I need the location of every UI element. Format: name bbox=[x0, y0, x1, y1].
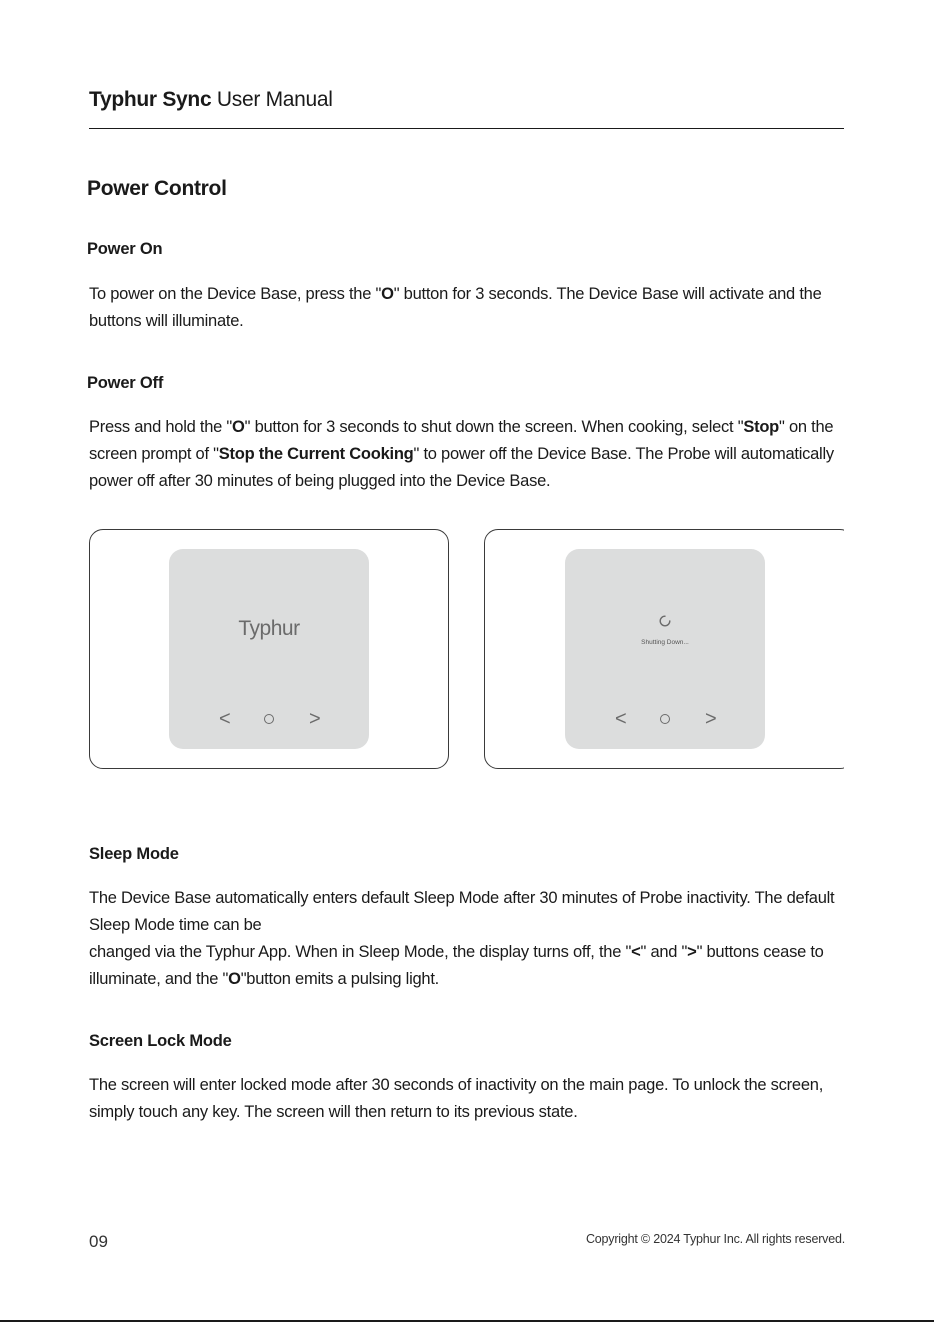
power-button-icon bbox=[660, 714, 670, 724]
header-divider bbox=[89, 128, 844, 129]
device-illustration-shutdown bbox=[484, 529, 854, 769]
document-header bbox=[89, 88, 333, 112]
device-illustration-on bbox=[89, 529, 449, 769]
shutting-down-label: Shutting Down... bbox=[641, 639, 689, 646]
text-run: To power on the Device Base, press the " bbox=[89, 285, 382, 303]
copyright-notice: Copyright © 2024 Typhur Inc. All rights reserved. bbox=[585, 1232, 845, 1246]
next-button-icon: > bbox=[705, 708, 717, 730]
text-run: " and " bbox=[640, 943, 688, 961]
bold-run: O bbox=[381, 285, 394, 303]
bold-run: Stop the Current Cooking bbox=[218, 445, 414, 463]
page-margin-mask bbox=[844, 520, 934, 780]
bold-run: Stop bbox=[743, 418, 779, 436]
device-screen bbox=[565, 549, 765, 749]
typhur-logo: Typhur bbox=[238, 617, 300, 640]
screen-lock-paragraph: The screen will enter locked mode after 30 seconds of inactivity on the main page. To unlock the screen, simply touch any key. The screen will then return to its previous state. bbox=[89, 1076, 824, 1121]
text-run: " to power off the Device Base. The Probe will automatically power off after 30 minutes of being plugged into the Device Base. bbox=[89, 445, 834, 490]
bold-run: O bbox=[228, 970, 241, 988]
loading-spinner-icon bbox=[659, 615, 671, 627]
prev-button-icon: < bbox=[219, 708, 231, 730]
sleep-mode-paragraph bbox=[89, 885, 849, 993]
bold-run: < bbox=[631, 943, 641, 961]
next-button-icon: > bbox=[309, 708, 321, 730]
text-run: "button emits a pulsing light. bbox=[240, 970, 440, 988]
power-on-heading: Power On bbox=[87, 240, 163, 258]
text-run: " button for 3 seconds. The Device Base will activate and the buttons will illuminate. bbox=[89, 285, 822, 330]
text-run: " on the screen prompt of " bbox=[89, 418, 834, 463]
brand-name: Typhur Sync bbox=[89, 88, 212, 111]
sleep-mode-line-2 bbox=[89, 939, 849, 993]
text-run: " button for 3 seconds to shut down the screen. When cooking, select " bbox=[244, 418, 744, 436]
sleep-mode-heading: Sleep Mode bbox=[89, 845, 179, 863]
page-bottom-edge bbox=[0, 1320, 934, 1322]
text-run: changed via the Typhur App. When in Sleep Mode, the display turns off, the " bbox=[89, 943, 632, 961]
power-off-heading: Power Off bbox=[87, 374, 164, 392]
power-off-paragraph bbox=[89, 414, 849, 495]
text-run: Press and hold the " bbox=[89, 418, 233, 436]
bold-run: > bbox=[687, 943, 697, 961]
text-run: " buttons cease to illuminate, and the " bbox=[89, 943, 824, 988]
manual-title: User Manual bbox=[216, 88, 333, 111]
bold-run: O bbox=[232, 418, 245, 436]
device-screen bbox=[169, 549, 369, 749]
power-on-paragraph bbox=[89, 281, 849, 335]
prev-button-icon: < bbox=[615, 708, 627, 730]
section-title: Power Control bbox=[87, 177, 227, 200]
screen-lock-heading: Screen Lock Mode bbox=[89, 1032, 232, 1050]
sleep-mode-line-1: The Device Base automatically enters default Sleep Mode after 30 minutes of Probe inactivity. The default Sleep Mode time can be bbox=[89, 889, 835, 934]
page-number: 09 bbox=[89, 1232, 108, 1251]
power-button-icon bbox=[264, 714, 274, 724]
